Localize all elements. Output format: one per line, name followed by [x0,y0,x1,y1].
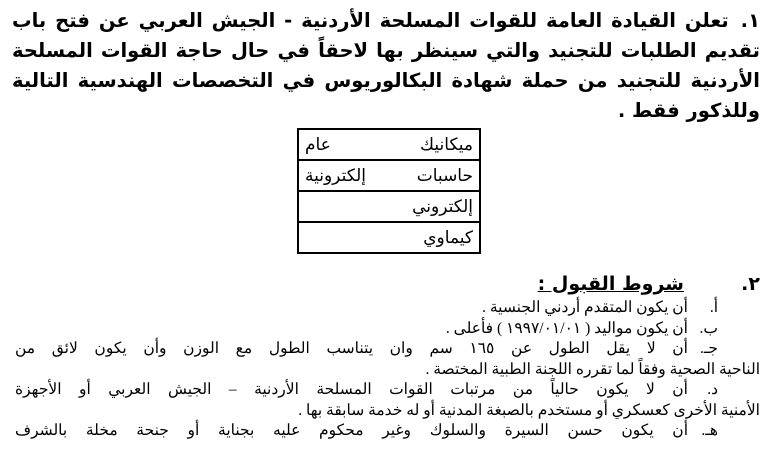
announcement-line-1 [12,6,760,36]
conditions-title: شروط القبول : [537,273,684,295]
condition-letter: جـ. [700,340,718,357]
announcement-line-4: وللذكور فقط . [617,99,760,122]
specializations-table [297,128,481,254]
section-number-1: ١. [740,9,760,32]
condition-letter: د. [707,381,718,398]
condition-letter: أ. [709,299,718,316]
condition-item-a [15,298,760,319]
announcement-line-3: الأردنية للتجنيد من حملة شهادة البكالوريوس في التخصصات الهندسية التالية [12,69,760,92]
section-number-2: ٢. [741,273,760,295]
condition-text: أن يكون المتقدم أردني الجنسية . [482,299,688,316]
condition-item-d-continued: الأمنية الأخرى كعسكري أو مستخدم بالصبغة المدنية أو له خدمة سابقة بها . [298,401,760,419]
announcement-paragraph [12,6,760,126]
condition-item-c [15,339,760,360]
condition-text: أن يكون مواليد ( ١٩٩٧/٠١/٠١ ) فأعلى . [445,319,688,337]
admission-conditions-section [15,270,760,442]
conditions-list [15,298,760,442]
table-row [298,160,480,191]
condition-text: أن لا يكون حالياً من مرتبات القوات المسلحة الأردنية – الجيش العربي أو الأجهزة [15,381,688,398]
condition-text: أن لا يقل الطول عن ١٦٥ سم وان يتناسب الطول مع الوزن وأن يكون لائق من [15,340,688,357]
condition-letter: ب. [699,319,718,337]
condition-item-d [15,380,760,401]
condition-item-e [15,421,760,442]
specialization-cell: إلكتروني [298,191,480,222]
table-row [298,191,480,222]
condition-item-b [15,319,760,340]
table-row [298,129,480,160]
specialization-cell: ميكانيك عام [298,129,480,160]
condition-text: أن يكون حسن السيرة والسلوك وغير محكوم عليه بجناية أو جنحة مخلة بالشرف [15,422,688,439]
conditions-heading [15,270,760,298]
specialization-cell: كيماوي [298,222,480,253]
table-row [298,222,480,253]
condition-letter: هـ. [701,422,718,439]
announcement-line-2: تقديم الطلبات للتجنيد والتي سينظر بها لاحقاً في حال حاجة القوات المسلحة [12,39,760,62]
condition-item-c-continued: الناحية الصحية وفقاً لما تقرره اللجنة الطبية المختصة . [425,360,760,378]
specialization-cell: حاسبات إلكترونية [298,160,480,191]
announcement-line-1-text: تعلن القيادة العامة للقوات المسلحة الأردنية - الجيش العربي عن فتح باب [12,9,729,32]
